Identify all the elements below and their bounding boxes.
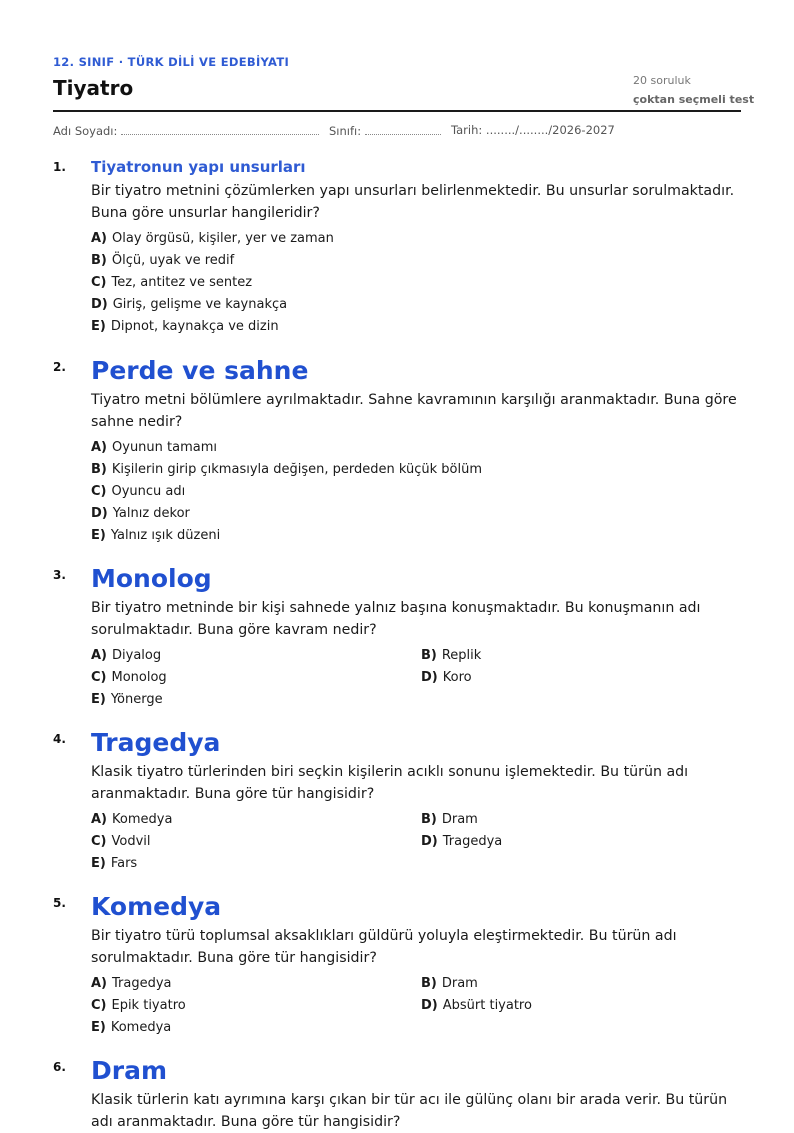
date-label: Tarih:	[451, 123, 483, 137]
question-number: 4.	[53, 732, 66, 746]
question-number: 2.	[53, 360, 66, 374]
option-e[interactable]: E) Yalnız ışık düzeni	[91, 528, 221, 543]
question-title: Komedya	[91, 892, 222, 921]
option-c[interactable]: C) Tez, antitez ve sentez	[91, 275, 253, 290]
option-b[interactable]: B) Ölçü, uyak ve redif	[91, 253, 235, 268]
question-stem: Klasik türlerin katı ayrımına karşı çıkan bir tür acı ile gülünç olanı bir arada verir. Bu türün adı aranmaktadır. Buna göre tür hangisidir?	[91, 1092, 728, 1130]
question-title: Tragedya	[91, 728, 221, 757]
test-type: çoktan seçmeli test	[633, 93, 755, 106]
options-list	[91, 437, 741, 547]
question-title: Dram	[91, 1056, 168, 1085]
class-blank[interactable]	[365, 123, 441, 135]
question-body	[91, 728, 741, 875]
question-number: 5.	[53, 896, 66, 910]
class-field[interactable]	[329, 123, 441, 138]
option-a[interactable]: A) Komedya	[91, 812, 173, 827]
question-stem: Bir tiyatro metnini çözümlerken yapı unsurları belirlenmektedir. Bu unsurlar sorulmaktadır. Buna göre unsurlar hangileridir?	[91, 183, 735, 221]
name-field[interactable]	[53, 123, 319, 138]
option-c[interactable]: C) Monolog	[91, 670, 167, 685]
question-number: 6.	[53, 1060, 66, 1074]
option-e[interactable]: E) Dipnot, kaynakça ve dizin	[91, 319, 279, 334]
question-stem: Tiyatro metni bölümlere ayrılmaktadır. Sahne kavramının karşılığı aranmaktadır. Buna göre sahne nedir?	[91, 392, 737, 430]
option-a[interactable]: A) Tragedya	[91, 976, 172, 991]
question-count: 20 soruluk	[633, 74, 691, 87]
date-value: ......../......../2026-2027	[485, 123, 615, 137]
class-label: Sınıfı:	[329, 124, 362, 138]
option-a[interactable]: A) Diyalog	[91, 648, 162, 663]
option-a[interactable]: A) Olay örgüsü, kişiler, yer ve zaman	[91, 231, 334, 246]
option-c[interactable]: C) Vodvil	[91, 834, 151, 849]
question-body	[91, 1056, 741, 1133]
option-d[interactable]: D) Tragedya	[421, 834, 503, 849]
option-d[interactable]: D) Koro	[421, 670, 472, 685]
options-grid	[91, 645, 741, 711]
question-stem: Bir tiyatro metninde bir kişi sahnede yalnız başına konuşmaktadır. Bu konuşmanın adı sorulmaktadır. Buna göre kavram nedir?	[91, 600, 701, 638]
question-stem: Bir tiyatro türü toplumsal aksaklıkları güldürü yoluyla eleştirmektedir. Bu türün adı sorulmaktadır. Buna göre tür hangisidir?	[91, 928, 677, 966]
option-b[interactable]: B) Replik	[421, 648, 482, 663]
option-e[interactable]: E) Fars	[91, 856, 138, 871]
page-title: Tiyatro	[53, 76, 134, 100]
name-blank[interactable]	[121, 123, 319, 135]
option-e[interactable]: E) Komedya	[91, 1020, 172, 1035]
subject-label: 12. SINIF · TÜRK DİLİ VE EDEBİYATI	[53, 55, 290, 69]
option-b[interactable]: B) Kişilerin girip çıkmasıyla değişen, perdeden küçük bölüm	[91, 462, 482, 477]
option-a[interactable]: A) Oyunun tamamı	[91, 440, 217, 455]
question-body	[91, 892, 741, 1039]
option-d[interactable]: D) Yalnız dekor	[91, 506, 190, 521]
option-c[interactable]: C) Epik tiyatro	[91, 998, 186, 1013]
test-meta	[633, 71, 754, 109]
option-e[interactable]: E) Yönerge	[91, 692, 163, 707]
option-d[interactable]: D) Giriş, gelişme ve kaynakça	[91, 297, 288, 312]
student-info-row	[53, 123, 741, 141]
question-title: Monolog	[91, 564, 212, 593]
question-title: Perde ve sahne	[91, 356, 309, 385]
date-field[interactable]	[451, 123, 615, 137]
worksheet-page	[53, 0, 755, 1130]
question-title: Tiyatronun yapı unsurları	[91, 158, 306, 176]
question-body	[91, 356, 741, 547]
question-body	[91, 564, 741, 711]
options-grid	[91, 809, 741, 875]
worksheet-header	[53, 0, 755, 112]
option-b[interactable]: B) Dram	[421, 976, 478, 991]
question-body	[91, 157, 741, 338]
option-b[interactable]: B) Dram	[421, 812, 478, 827]
option-c[interactable]: C) Oyuncu adı	[91, 484, 186, 499]
question-number: 1.	[53, 160, 66, 174]
question-number: 3.	[53, 568, 66, 582]
options-list	[91, 228, 741, 338]
options-grid	[91, 973, 741, 1039]
option-d[interactable]: D) Absürt tiyatro	[421, 998, 532, 1013]
question-stem: Klasik tiyatro türlerinden biri seçkin kişilerin acıklı sonunu işlemektedir. Bu türün adı aranmaktadır. Buna göre tür hangisidir?	[91, 764, 689, 802]
name-label: Adı Soyadı:	[53, 124, 118, 138]
